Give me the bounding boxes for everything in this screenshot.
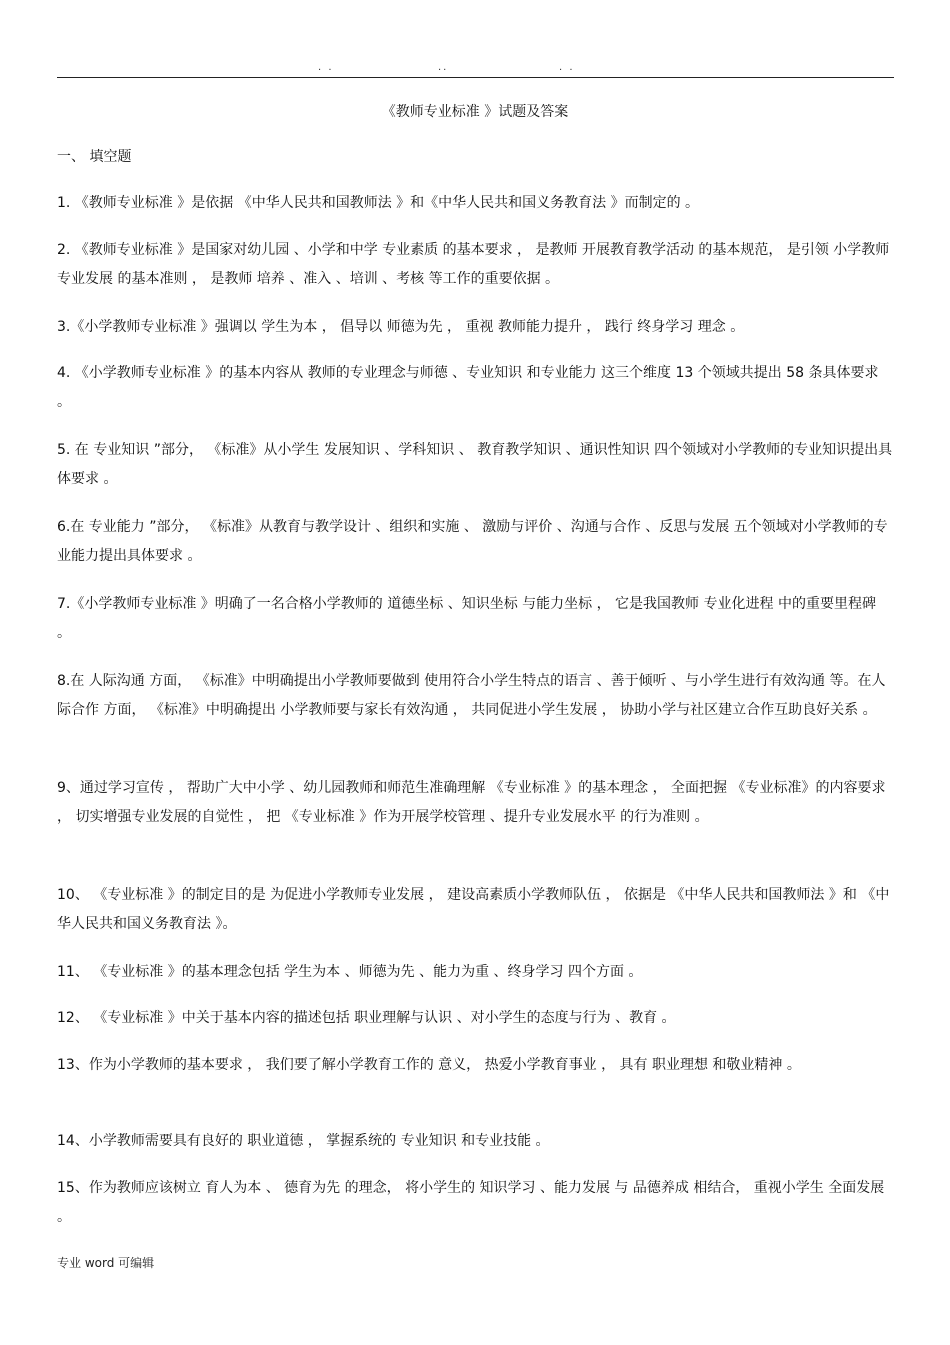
header-dot-mark: . . [318,62,334,73]
question-item: 1. 《教师专业标准 》是依据 《中华人民共和国教师法 》和《中华人民共和国义务教育法 》而制定的 。 [57,195,700,211]
section-heading: 一、 填空题 [57,149,132,165]
question-item: 4. 《小学教师专业标准 》的基本内容从 教师的专业理念与师德 、专业知识 和专业能力 这三个维度 13 个领域共提出 58 条具体要求 。 [57,365,879,410]
question-item: 2. 《教师专业标准 》是国家对幼儿园 、小学和中学 专业素质 的基本要求 ， 是教师 开展教育教学活动 的基本规范， 是引领 小学教师专业发展 的基本准则 ， 是教师 培养 、准入 、培训 、考核 等工作的重要依据 。 [57,242,890,287]
header-dots [0,62,950,74]
question-item: 5. 在 专业知识 ”部分， 《标准》从小学生 发展知识 、学科知识 、 教育教学知识 、通识性知识 四个领域对小学教师的专业知识提出具体要求 。 [57,442,893,487]
question-item: 9、通过学习宣传 ， 帮助广大中小学 、幼儿园教师和师范生准确理解 《专业标准 》的基本理念 ， 全面把握 《专业标准》的内容要求 ， 切实增强专业发展的自觉性 ， 把 《专业标准 》作为开展学校管理 、提升专业发展水平 的行为准则 。 [57,780,886,825]
question-item: 7.《小学教师专业标准 》明确了一名合格小学教师的 道德坐标 、知识坐标 与能力坐标 ， 它是我国教师 专业化进程 中的重要里程碑 。 [57,596,876,641]
question-item: 3.《小学教师专业标准 》强调以 学生为本 ， 倡导以 师德为先 ， 重视 教师能力提升 ， 践行 终身学习 理念 。 [57,319,745,335]
header-dot-mark: . . [559,62,575,73]
question-item: 11、 《专业标准 》的基本理念包括 学生为本 、师德为先 、能力为重 、终身学习 四个方面 。 [57,964,643,980]
document-title: 《教师专业标准 》试题及答案 [381,104,569,120]
question-item: 6.在 专业能力 ”部分， 《标准》从教育与教学设计 、组织和实施 、 激励与评价 、沟通与合作 、反思与发展 五个领域对小学教师的专业能力提出具体要求 。 [57,519,888,564]
question-item: 8.在 人际沟通 方面， 《标准》中明确提出小学教师要做到 使用符合小学生特点的语言 、善于倾听 、与小学生进行有效沟通 等。在人际合作 方面， 《标准》中明确提出 小学教师要与家长有效沟通 ， 共同促进小学生发展 ， 协助小学与社区建立合作互助良好关系 。 [57,673,886,718]
question-item: 13、作为小学教师的基本要求 ， 我们要了解小学教育工作的 意义， 热爱小学教育事业 ， 具有 职业理想 和敬业精神 。 [57,1057,801,1073]
question-item: 12、 《专业标准 》中关于基本内容的描述包括 职业理解与认识 、对小学生的态度与行为 、教育 。 [57,1010,676,1026]
question-item: 14、小学教师需要具有良好的 职业道德 ， 掌握系统的 专业知识 和专业技能 。 [57,1133,550,1149]
page-footer: 专业 word 可编辑 [57,1256,155,1270]
header-dot-mark: .. [438,62,449,73]
header-divider [57,77,894,78]
question-item: 10、 《专业标准 》的制定目的是 为促进小学教师专业发展 ， 建设高素质小学教师队伍 ， 依据是 《中华人民共和国教师法 》和 《中华人民共和国义务教育法 》。 [57,887,890,932]
question-item: 15、作为教师应该树立 育人为本 、 德育为先 的理念， 将小学生的 知识学习 、能力发展 与 品德养成 相结合， 重视小学生 全面发展 。 [57,1180,885,1225]
